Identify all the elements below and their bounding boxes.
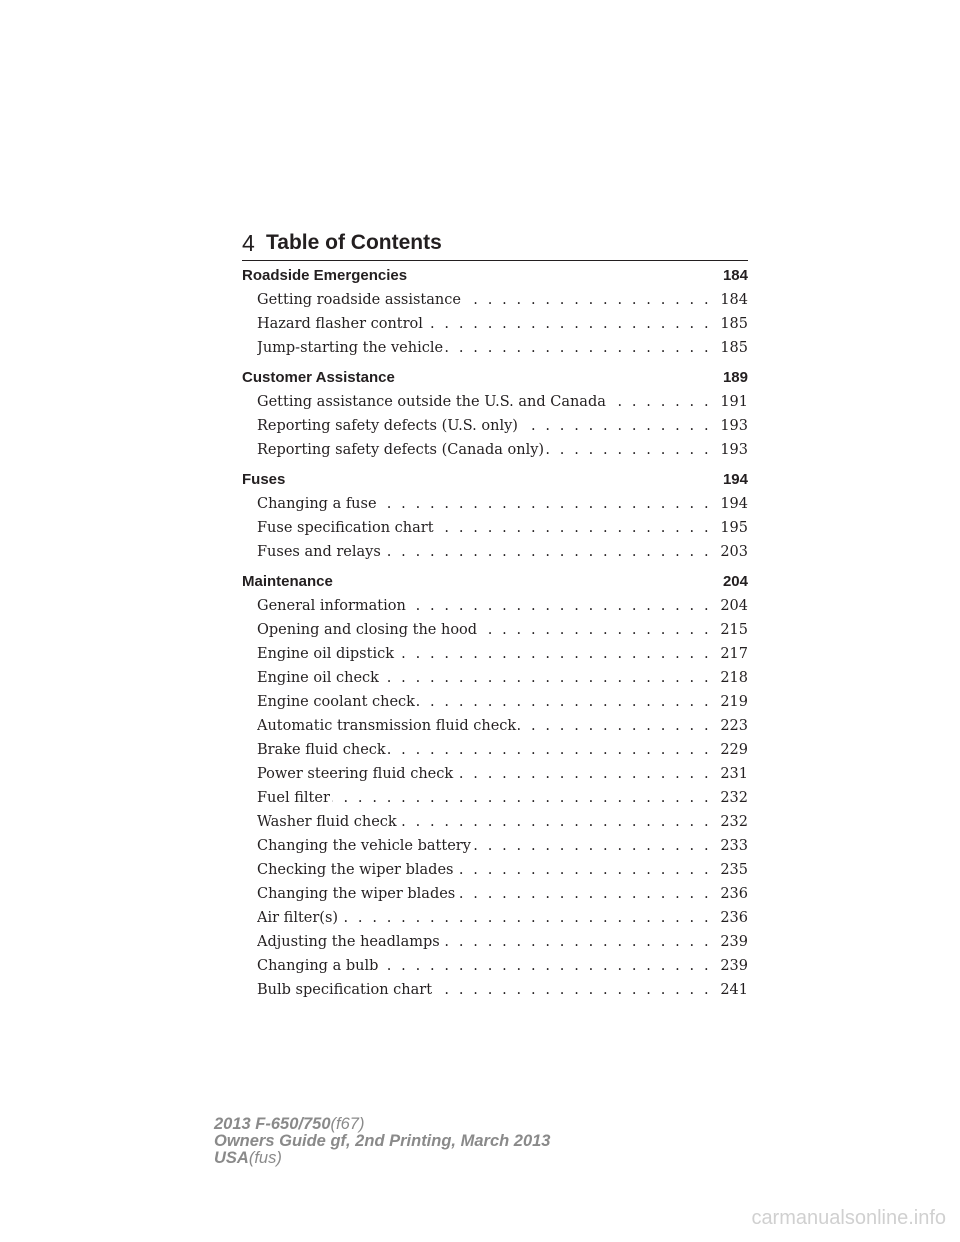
entry-page: 191 — [719, 390, 748, 414]
entry-label: Air filter(s) — [257, 906, 340, 930]
footer-line-3: USA(fus) — [214, 1149, 282, 1167]
entry-label: Changing a bulb — [257, 954, 380, 978]
entry-page: 232 — [719, 786, 748, 810]
toc-entry[interactable] — [257, 288, 748, 312]
entry-label: Fuses and relays — [257, 540, 383, 564]
section-heading[interactable] — [242, 468, 748, 492]
entry-label: Reporting safety defects (Canada only) — [257, 438, 546, 462]
toc-entry[interactable] — [257, 714, 748, 738]
entry-label: Fuel filter — [257, 786, 332, 810]
section-title: Customer Assistance — [242, 369, 395, 386]
entry-page: 193 — [719, 438, 748, 462]
footer-line-2: Owners Guide gf, 2nd Printing, March 2013 — [214, 1132, 551, 1150]
entry-label: Power steering fluid check — [257, 762, 455, 786]
entry-label: Changing a fuse — [257, 492, 379, 516]
entry-label: Changing the vehicle battery — [257, 834, 473, 858]
entry-label: Engine oil dipstick — [257, 642, 396, 666]
entry-label: Engine oil check — [257, 666, 381, 690]
page-title: Table of Contents — [266, 231, 442, 254]
entry-page: 194 — [719, 492, 748, 516]
entry-label: Adjusting the headlamps — [257, 930, 442, 954]
entry-page: 203 — [719, 540, 748, 564]
entry-page: 193 — [719, 414, 748, 438]
toc-entry[interactable] — [257, 834, 748, 858]
section-page: 204 — [722, 573, 748, 590]
entry-page: 204 — [719, 594, 748, 618]
entry-page: 184 — [719, 288, 748, 312]
entry-page: 217 — [719, 642, 748, 666]
entry-label: Automatic transmission fluid check — [257, 714, 518, 738]
toc-entry[interactable] — [257, 666, 748, 690]
toc-section — [242, 570, 748, 1002]
entry-page: 218 — [719, 666, 748, 690]
toc-entry[interactable] — [257, 414, 748, 438]
entry-page: 185 — [719, 336, 748, 360]
footer-line-1: 2013 F-650/750(f67) — [214, 1115, 365, 1133]
section-title: Maintenance — [242, 573, 333, 590]
entry-label: General information — [257, 594, 408, 618]
entry-page: 232 — [719, 810, 748, 834]
entry-label: Reporting safety defects (U.S. only) — [257, 414, 520, 438]
entry-page: 236 — [719, 882, 748, 906]
watermark: carmanualsonline.info — [751, 1207, 946, 1229]
toc-entry[interactable] — [257, 540, 748, 564]
toc-entry[interactable] — [257, 786, 748, 810]
entry-page: 236 — [719, 906, 748, 930]
entry-page: 215 — [719, 618, 748, 642]
toc-entry[interactable] — [257, 882, 748, 906]
entry-page: 235 — [719, 858, 748, 882]
toc-entry[interactable] — [257, 690, 748, 714]
entry-label: Jump-starting the vehicle — [257, 336, 445, 360]
toc-entry[interactable] — [257, 810, 748, 834]
entry-page: 195 — [719, 516, 748, 540]
section-page: 189 — [722, 369, 748, 386]
toc-entry[interactable] — [257, 618, 748, 642]
toc-entry[interactable] — [257, 954, 748, 978]
entry-label: Getting roadside assistance — [257, 288, 463, 312]
entry-label: Engine coolant check — [257, 690, 417, 714]
entry-page: 229 — [719, 738, 748, 762]
table-of-contents — [242, 264, 748, 1008]
entry-page: 233 — [719, 834, 748, 858]
toc-entry[interactable] — [257, 858, 748, 882]
entry-label: Brake fluid check — [257, 738, 388, 762]
entry-page: 185 — [719, 312, 748, 336]
section-page: 184 — [722, 267, 748, 284]
entry-page: 219 — [719, 690, 748, 714]
toc-entry[interactable] — [257, 906, 748, 930]
toc-section — [242, 264, 748, 360]
entry-label: Checking the wiper blades — [257, 858, 455, 882]
entry-page: 239 — [719, 930, 748, 954]
section-title: Fuses — [242, 471, 286, 488]
page-number: 4 — [242, 230, 255, 256]
entry-label: Getting assistance outside the U.S. and Canada — [257, 390, 608, 414]
entry-page: 239 — [719, 954, 748, 978]
toc-entry[interactable] — [257, 762, 748, 786]
toc-entry[interactable] — [257, 390, 748, 414]
entry-label: Hazard flasher control — [257, 312, 425, 336]
page-header — [242, 228, 748, 261]
toc-entry[interactable] — [257, 336, 748, 360]
toc-section — [242, 468, 748, 564]
print-footer — [214, 1116, 551, 1167]
section-heading[interactable] — [242, 264, 748, 288]
toc-entry[interactable] — [257, 312, 748, 336]
entry-label: Changing the wiper blades — [257, 882, 457, 906]
entry-page: 231 — [719, 762, 748, 786]
section-page: 194 — [722, 471, 748, 488]
toc-entry[interactable] — [257, 642, 748, 666]
entry-label: Opening and closing the hood — [257, 618, 479, 642]
toc-entry[interactable] — [257, 738, 748, 762]
toc-entry[interactable] — [257, 930, 748, 954]
toc-entry[interactable] — [257, 594, 748, 618]
toc-entry[interactable] — [257, 978, 748, 1002]
toc-entry[interactable] — [257, 516, 748, 540]
entry-page: 223 — [719, 714, 748, 738]
section-heading[interactable] — [242, 570, 748, 594]
toc-section — [242, 366, 748, 462]
entry-page: 241 — [719, 978, 748, 1002]
entry-label: Washer fluid check — [257, 810, 399, 834]
entry-label: Bulb specification chart — [257, 978, 434, 1002]
toc-entry[interactable] — [257, 438, 748, 462]
section-heading[interactable] — [242, 366, 748, 390]
section-title: Roadside Emergencies — [242, 267, 408, 284]
entry-label: Fuse specification chart — [257, 516, 436, 540]
toc-entry[interactable] — [257, 492, 748, 516]
